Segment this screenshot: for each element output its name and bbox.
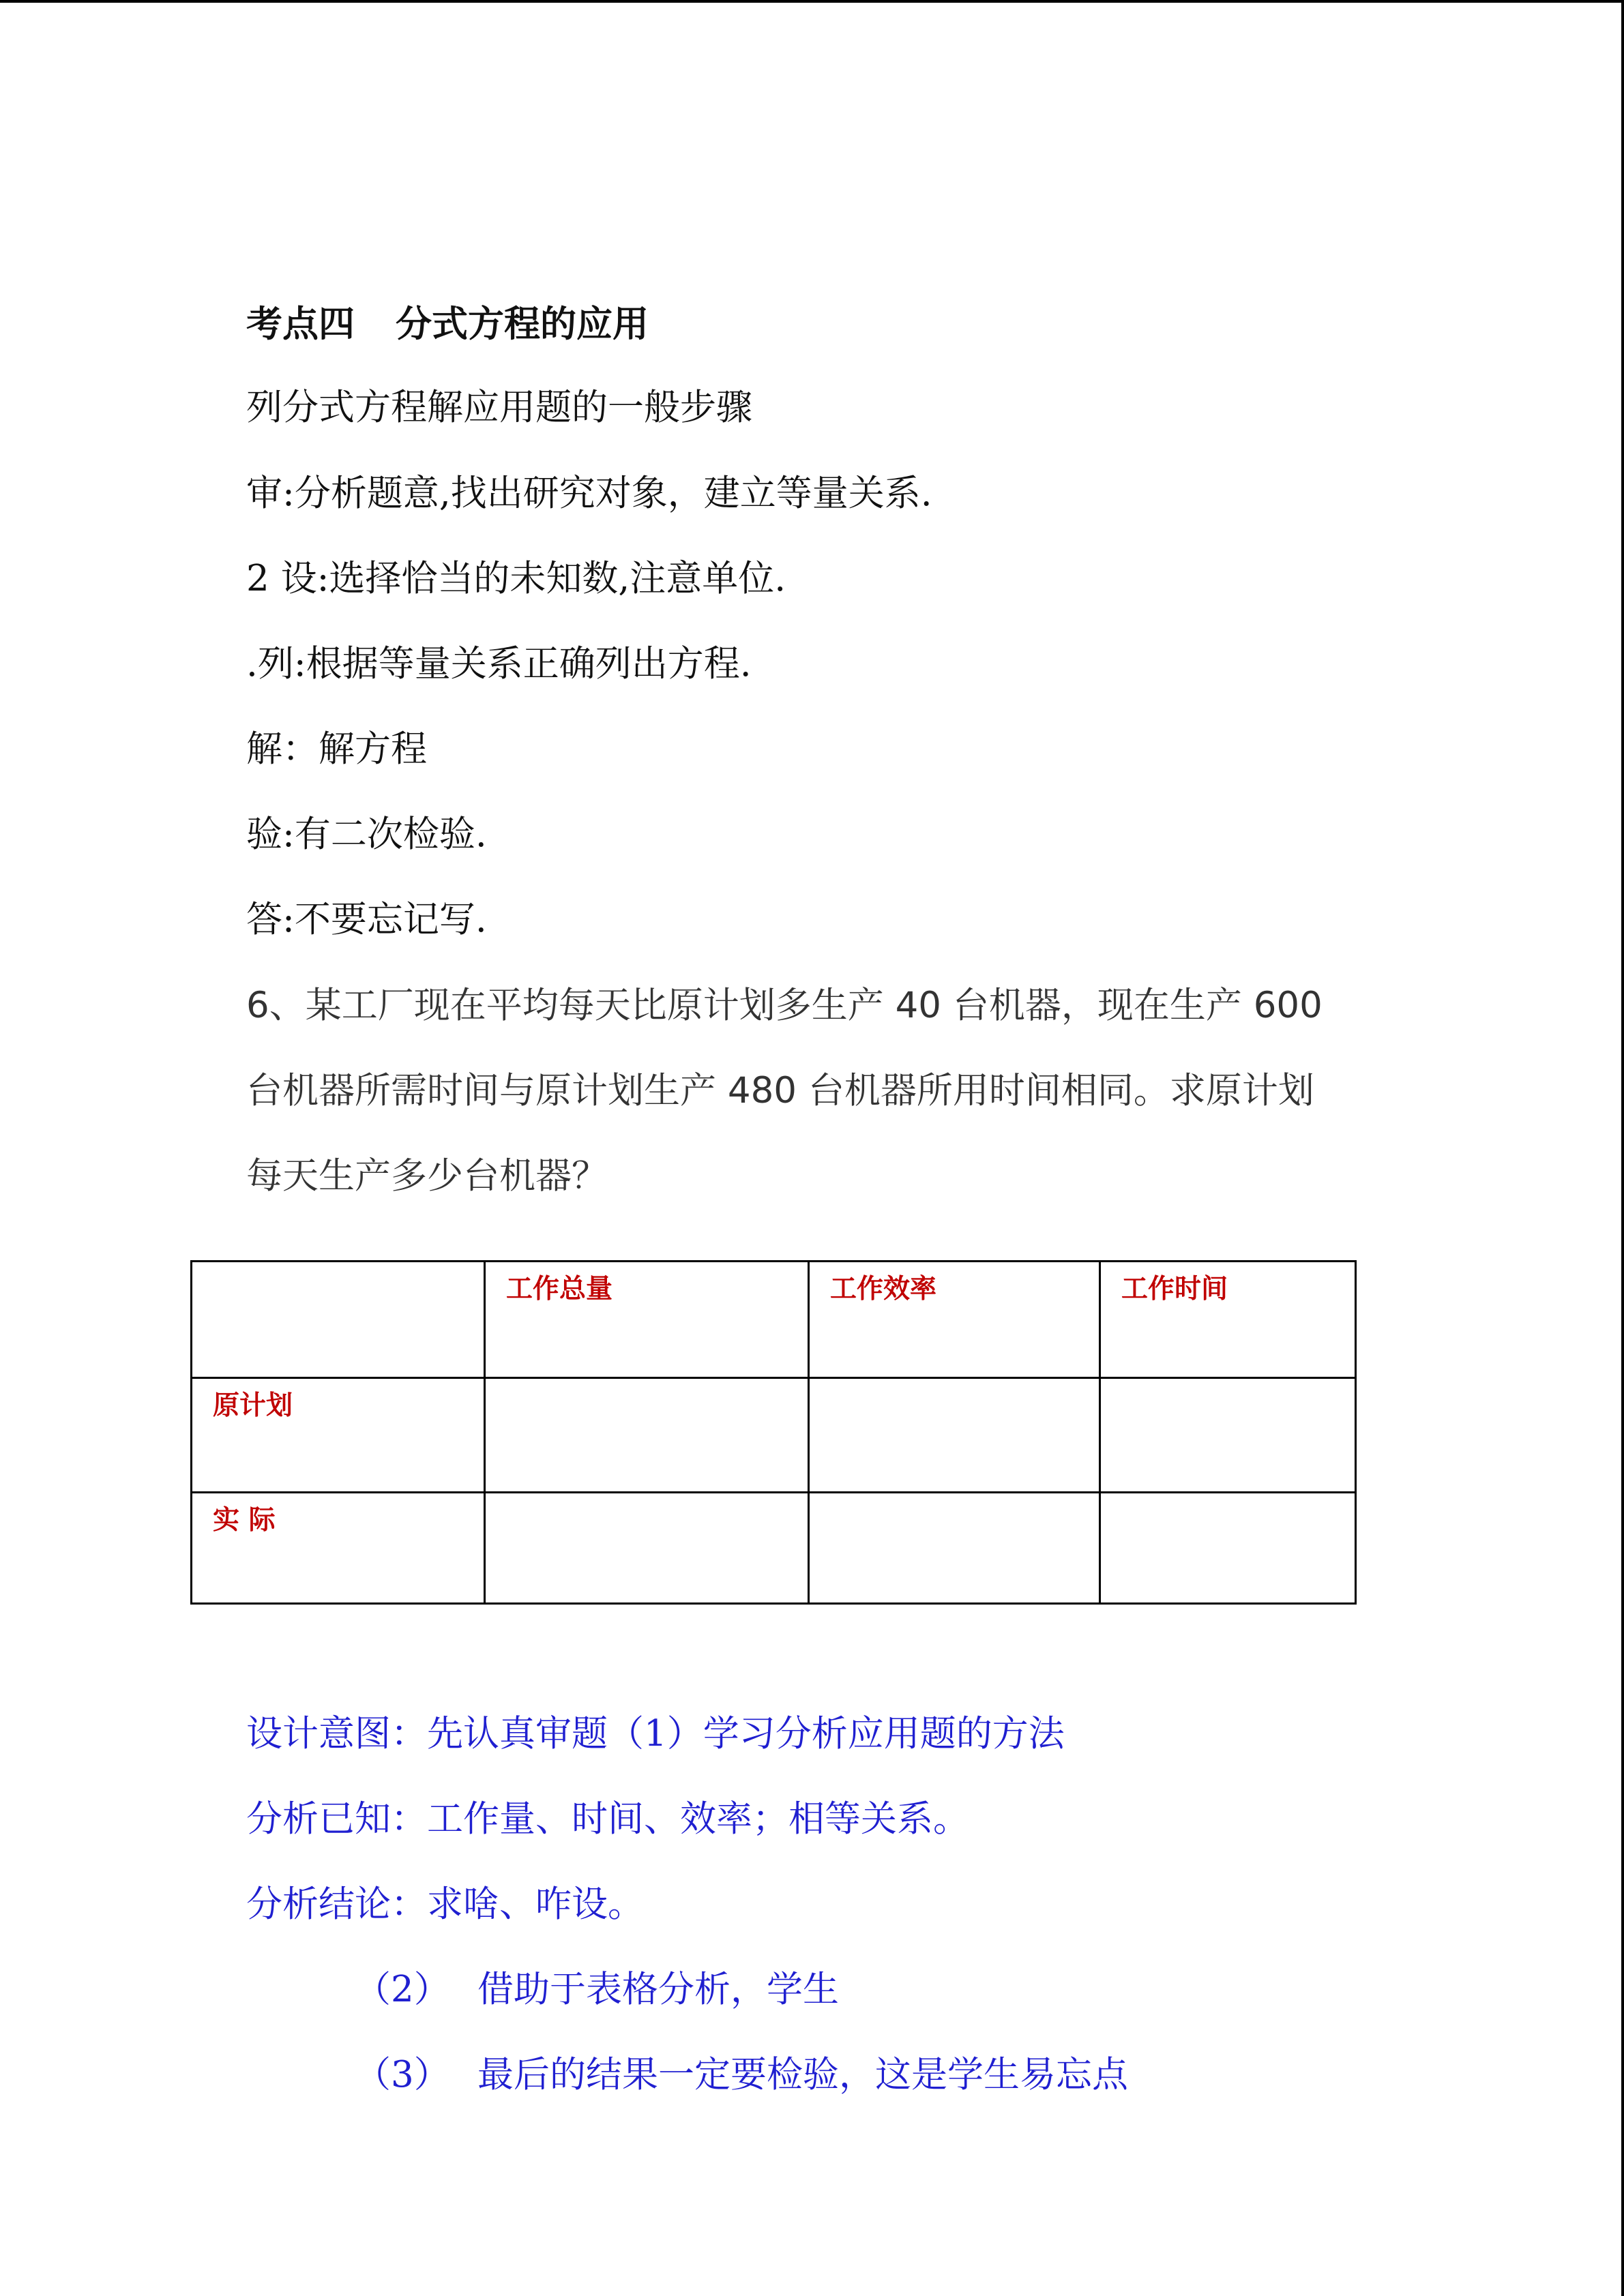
design-intent: 设计意图：先认真审题（1）学习分析应用题的方法 — [246, 1713, 1065, 1755]
row-label-actual: 实 际 — [192, 1493, 485, 1604]
analysis-known: 分析已知：工作量、时间、效率；相等关系。 — [246, 1798, 969, 1840]
step-check: 验:有二次检验. — [246, 814, 487, 855]
sub-item-text: 最后的结果一定要检验，这是学生易忘点 — [477, 2054, 1128, 2096]
table-header-row — [192, 1262, 1356, 1378]
sub-item-text: 借助于表格分析，学生 — [477, 1969, 839, 2010]
table-cell — [809, 1493, 1100, 1604]
step-review: 审:分析题意,找出研究对象，建立等量关系. — [246, 473, 932, 514]
problem-line-3: 每天生产多少台机器？ — [246, 1155, 608, 1197]
table-header-efficiency: 工作效率 — [809, 1262, 1100, 1378]
table-cell — [1100, 1493, 1356, 1604]
table-header-time: 工作时间 — [1100, 1262, 1356, 1378]
sub-item-number: （2） — [355, 1969, 450, 2010]
page-border-right — [1621, 0, 1624, 2296]
step-list: .列:根据等量关系正确列出方程. — [246, 643, 752, 685]
design-sub-item-3 — [355, 2051, 1128, 2099]
section-heading — [246, 300, 649, 348]
table-row — [192, 1493, 1356, 1604]
table-cell — [485, 1378, 809, 1493]
step-solve: 解：解方程 — [246, 728, 427, 770]
page-border-top — [0, 0, 1624, 3]
step-set: 2 设:选择恰当的未知数,注意单位. — [246, 558, 786, 599]
problem-line-2: 台机器所需时间与原计划生产 480 台机器所用时间相同。求原计划 — [246, 1070, 1314, 1112]
table-row — [192, 1378, 1356, 1493]
row-label-original-plan: 原计划 — [192, 1378, 485, 1493]
table-header-cell-empty — [192, 1262, 485, 1378]
table-cell — [809, 1378, 1100, 1493]
table-cell — [485, 1493, 809, 1604]
design-sub-item-2 — [355, 1966, 839, 2014]
table-header-total-work: 工作总量 — [485, 1262, 809, 1378]
step-answer: 答:不要忘记写. — [246, 899, 487, 940]
table-cell — [1100, 1378, 1356, 1493]
sub-item-number: （3） — [355, 2054, 450, 2096]
steps-intro: 列分式方程解应用题的一般步骤 — [246, 387, 752, 428]
work-table — [190, 1260, 1357, 1605]
analysis-conclusion: 分析结论：求啥、咋设。 — [246, 1883, 644, 1925]
section-title: 分式方程的应用 — [396, 303, 649, 345]
problem-line-1: 6、某工厂现在平均每天比原计划多生产 40 台机器，现在生产 600 — [246, 985, 1323, 1026]
section-number: 考点四 — [246, 303, 355, 345]
